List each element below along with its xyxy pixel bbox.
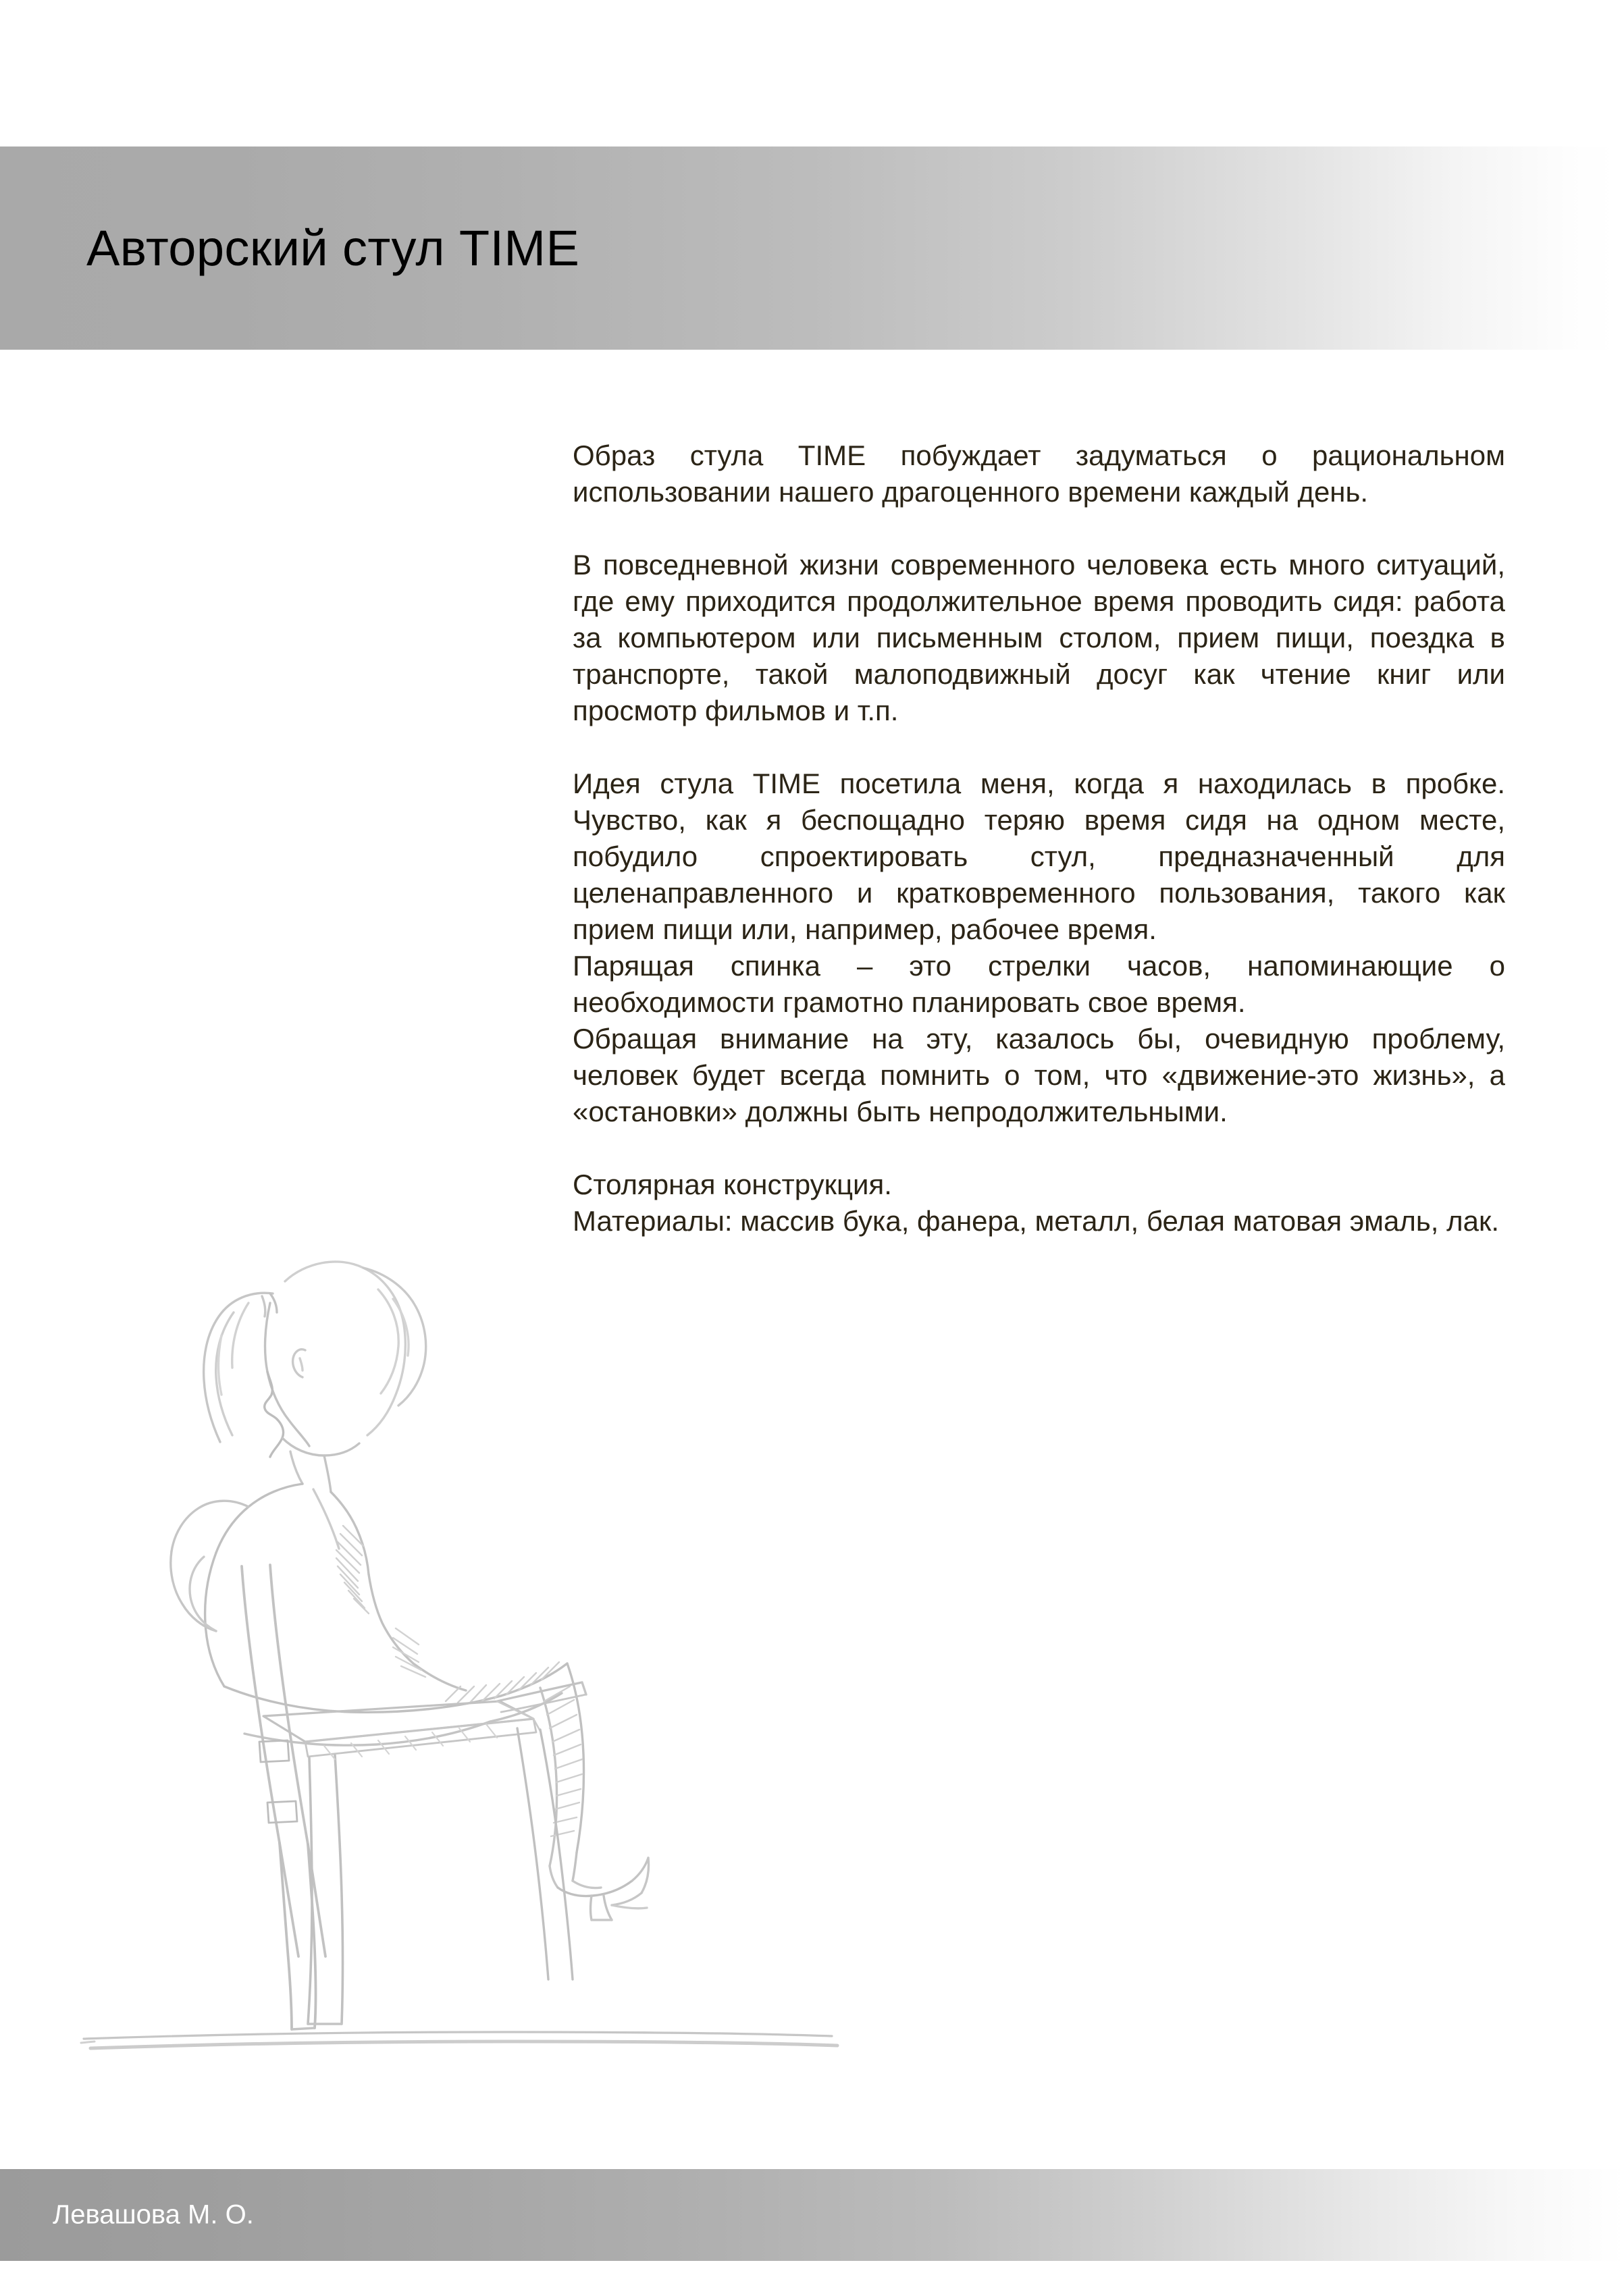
- paragraph-construction: Столярная конструкция.: [573, 1169, 892, 1200]
- ground-line: [81, 2032, 837, 2048]
- paragraph-backrest-clock-hands: Парящая спинка – это стрелки часов, напоминающие о необходимости грамотно планировать свое время.: [573, 950, 1505, 1018]
- figure-head-and-hair: [204, 1262, 426, 1457]
- paragraph-movement-is-life: Обращая внимание на эту, казалось бы, очевидную проблему, человек будет всегда помнить о том, что «движение-это жизнь», а «остановки» должны быть непродолжительными.: [573, 1023, 1505, 1127]
- chair-sketch-illustration: [68, 1229, 864, 2100]
- paragraph-materials: Материалы: массив бука, фанера, металл, белая матовая эмаль, лак.: [573, 1205, 1500, 1237]
- figure-lap-and-legs: [224, 1662, 649, 1920]
- page-header-bar: [0, 146, 1616, 350]
- author-name: Левашова М. О.: [53, 2199, 254, 2230]
- page-footer-bar: [0, 2169, 1624, 2261]
- paragraph-idea-origin: Идея стула TIME посетила меня, когда я находилась в пробке. Чувство, как я беспощадно теряю время сидя на одном месте, побудило спроектировать стул, предназначенный для целенаправленного и кратковременного пользования, такого как прием пищи или, например, рабочее время.: [573, 768, 1505, 945]
- paragraph-everyday-life: В повседневной жизни современного человека есть много ситуаций, где ему приходится продолжительное время проводить сидя: работа за компьютером или письменным столом, прием пищи, поездка в транспорте, такой малоподвижный досуг как чтение книг или просмотр фильмов и т.п.: [573, 549, 1505, 726]
- article-body: [573, 437, 1505, 1239]
- paragraph-intro: Образ стула TIME побуждает задуматься о рациональном использовании нашего драгоценного времени каждый день.: [573, 439, 1505, 508]
- chair-structure: [242, 1565, 586, 2029]
- page-title: Авторский стул TIME: [86, 219, 580, 276]
- figure-torso-and-arms: [171, 1451, 466, 1690]
